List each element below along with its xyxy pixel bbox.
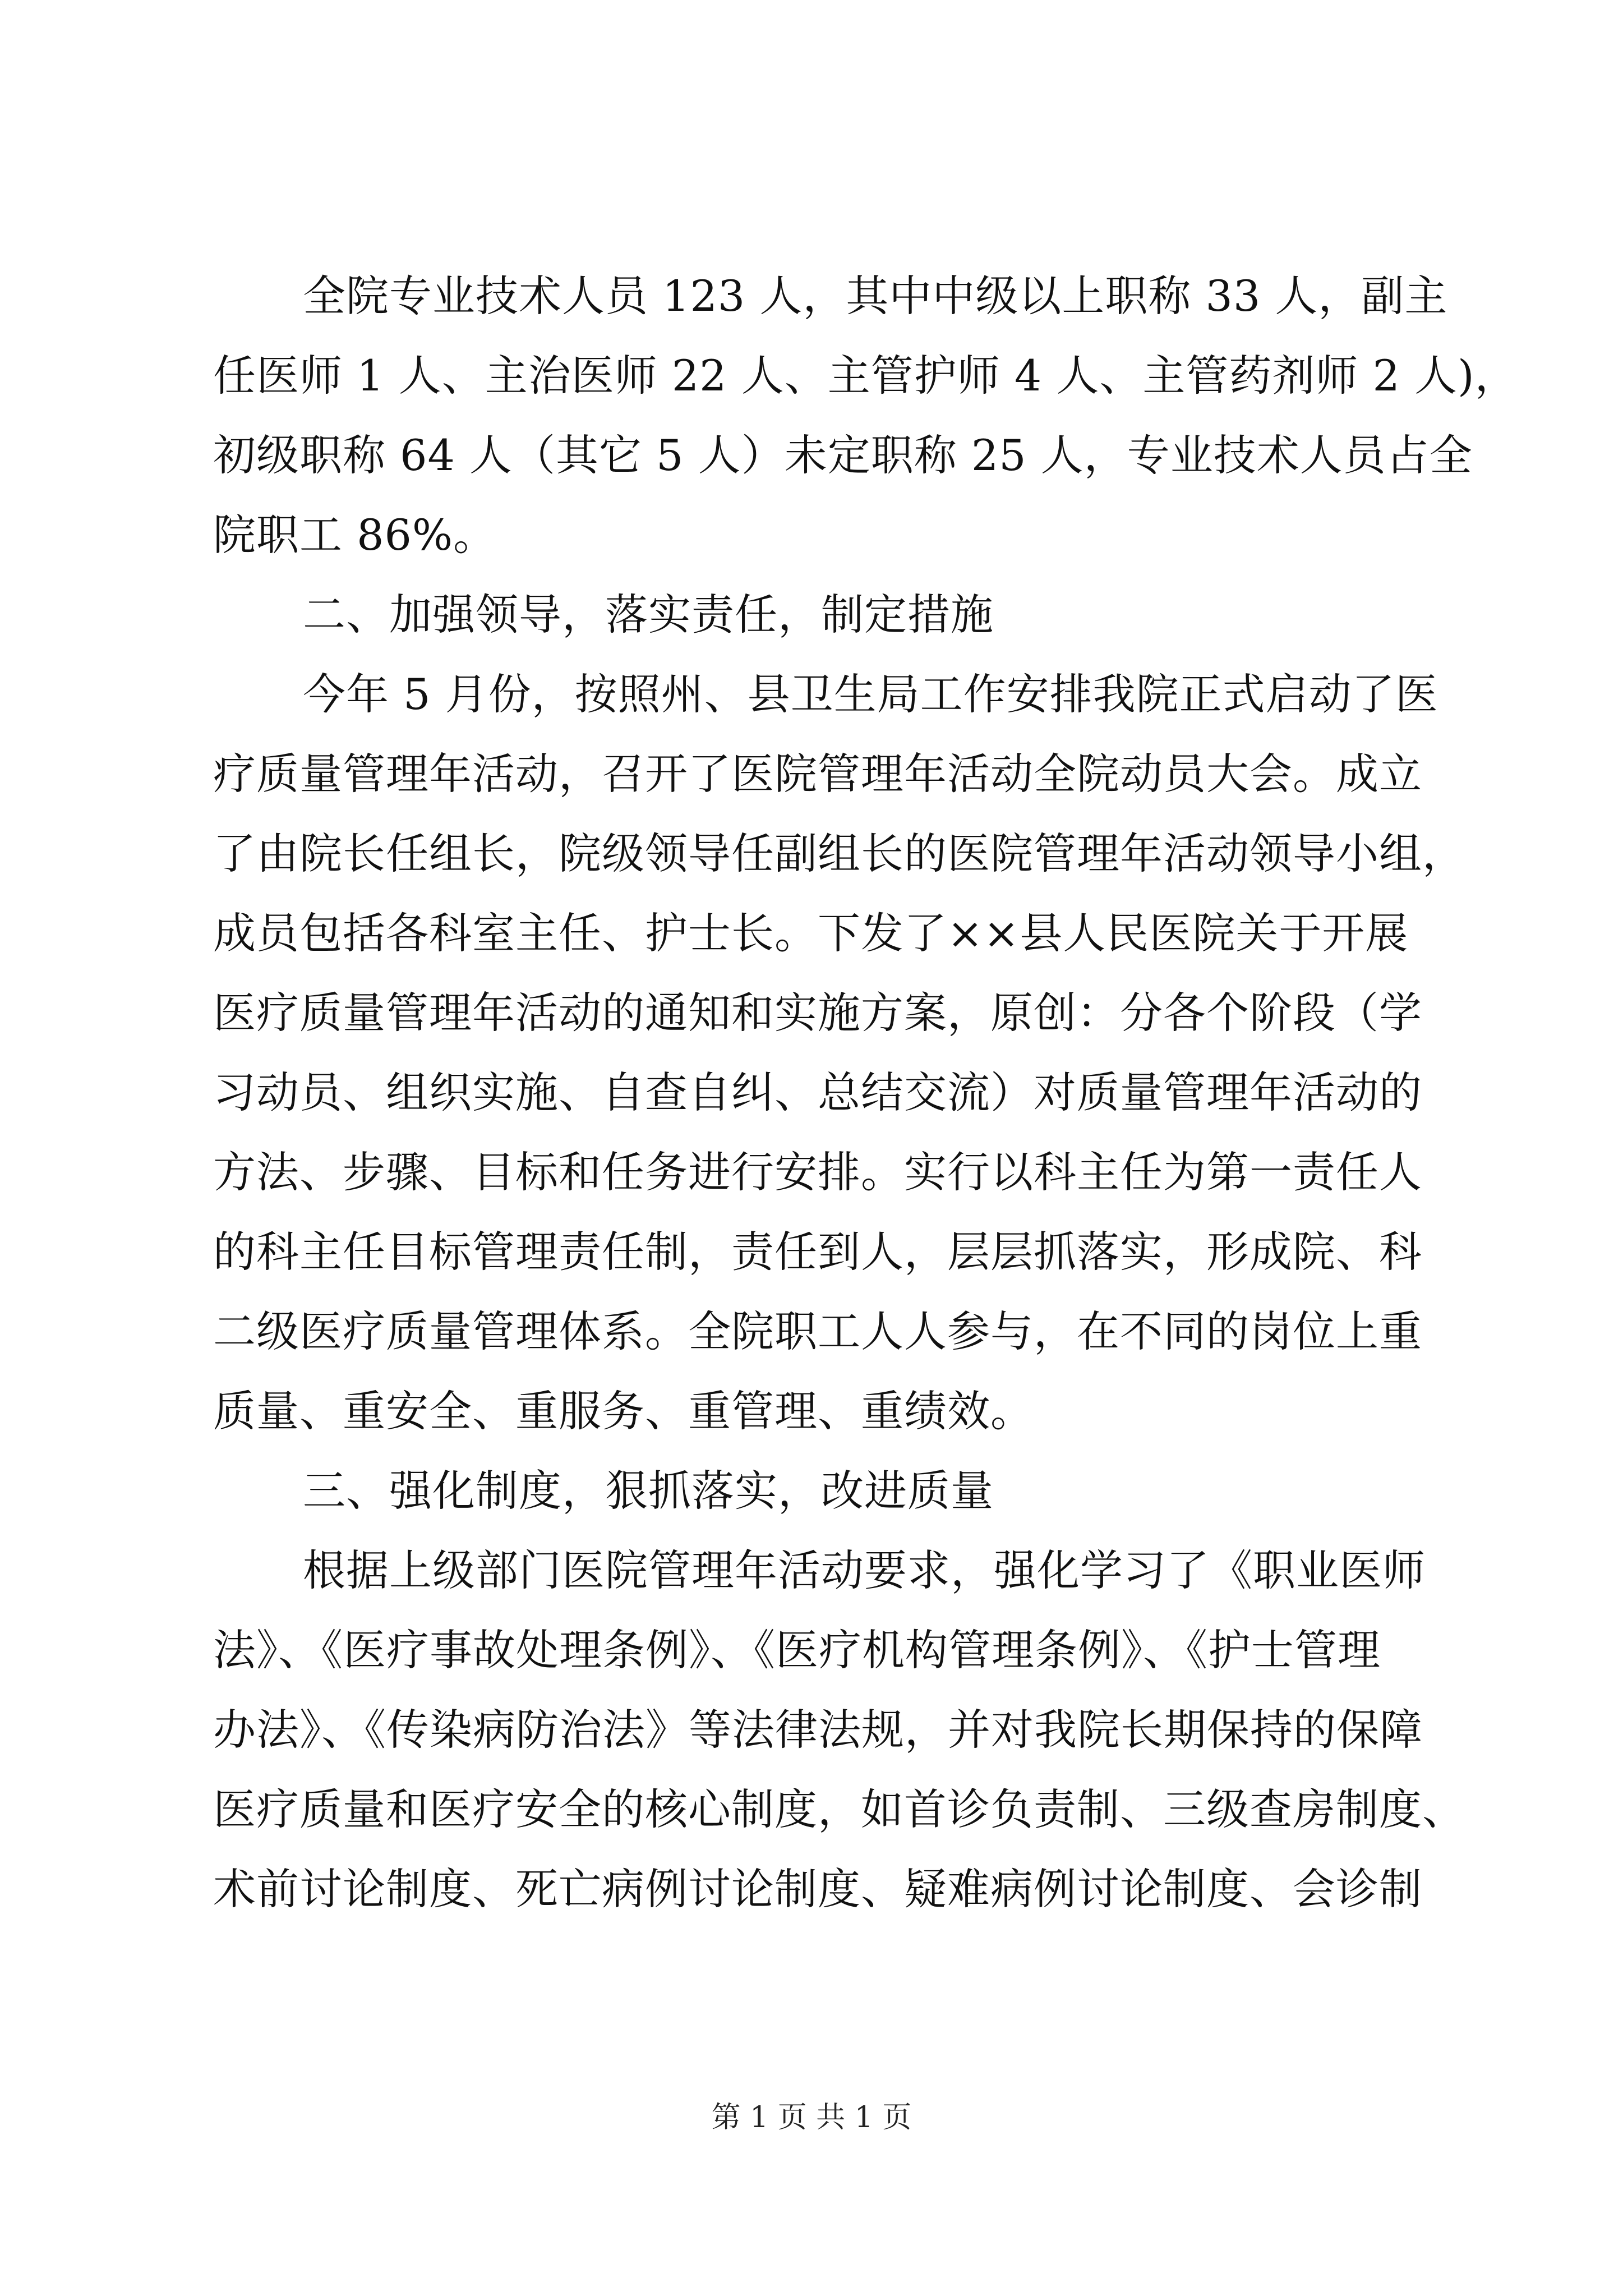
text-line: 初级职称 64 人（其它 5 人）未定职称 25 人，专业技术人员占全: [213, 430, 1473, 480]
section-heading: 三、强化制度，狠抓落实，改进质量: [303, 1466, 994, 1516]
text-line: 方法、步骤、目标和任务进行安排。实行以科主任为第一责任人: [213, 1147, 1422, 1197]
text-line: 成员包括各科室主任、护士长。下发了××县人民医院关于开展: [213, 908, 1409, 958]
text-line: 全院专业技术人员 123 人，其中中级以上职称 33 人，副主: [303, 271, 1448, 321]
text-line: 的科主任目标管理责任制，责任到人，层层抓落实，形成院、科: [213, 1227, 1422, 1277]
text-line: 质量、重安全、重服务、重管理、重绩效。: [213, 1386, 1034, 1436]
text-line: 疗质量管理年活动，召开了医院管理年活动全院动员大会。成立: [213, 749, 1422, 799]
text-line: 今年 5 月份，按照州、县卫生局工作安排我院正式启动了医: [303, 669, 1438, 719]
text-line: 任医师 1 人、主治医师 22 人、主管护师 4 人、主管药剂师 2 人)，: [213, 351, 1518, 401]
text-line: 根据上级部门医院管理年活动要求，强化学习了《职业医师: [303, 1545, 1426, 1595]
text-line: 习动员、组织实施、自查自纠、总结交流）对质量管理年活动的: [213, 1068, 1422, 1117]
section-heading: 二、加强领导，落实责任，制定措施: [303, 590, 994, 639]
text-line: 法》、《医疗事故处理条例》、《医疗机构管理条例》、《护士管理: [213, 1625, 1381, 1675]
text-line: 术前讨论制度、死亡病例讨论制度、疑难病例讨论制度、会诊制: [213, 1864, 1422, 1914]
text-line: 了由院长任组长，院级领导任副组长的医院管理年活动领导小组，: [213, 829, 1465, 878]
text-line: 院职工 86%。: [213, 510, 497, 560]
text-line: 医疗质量和医疗安全的核心制度，如首诊负责制、三级查房制度、: [213, 1784, 1465, 1834]
text-line: 办法》、《传染病防治法》等法律法规，并对我院长期保持的保障: [213, 1705, 1423, 1755]
text-line: 医疗质量管理年活动的通知和实施方案，原创：分各个阶段（学: [213, 988, 1422, 1038]
text-line: 二级医疗质量管理体系。全院职工人人参与，在不同的岗位上重: [213, 1306, 1422, 1356]
page-number-footer: 第 1 页 共 1 页: [711, 2101, 912, 2134]
